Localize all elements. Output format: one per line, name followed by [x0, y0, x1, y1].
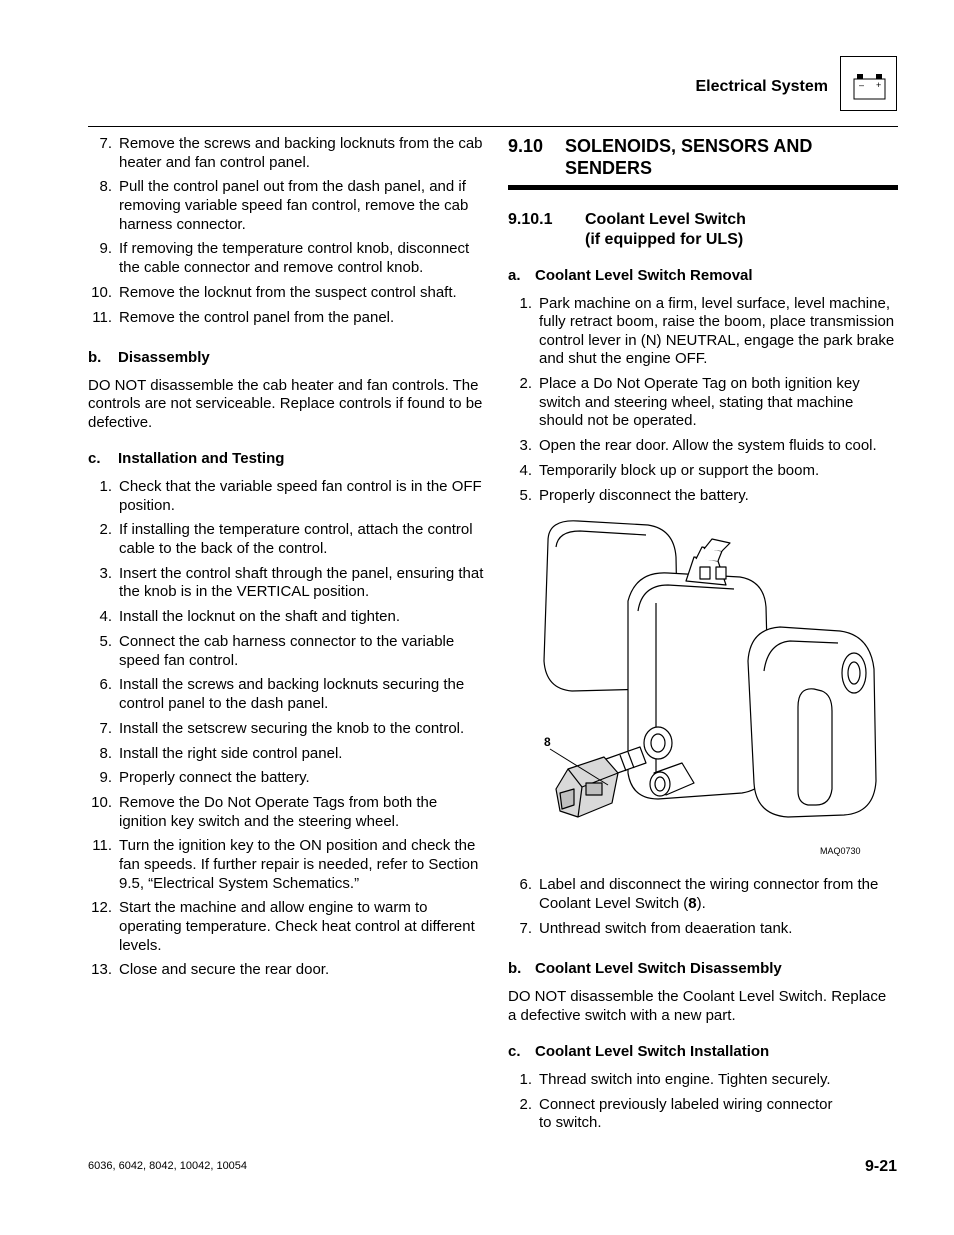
section-rule [508, 185, 898, 190]
installation-steps [88, 478, 488, 980]
list-item: 7. Install the setscrew securing the knob to the control. [99, 719, 465, 737]
subsection-heading: 9.10.1 Coolant Level Switch (if equipped for ULS) [508, 211, 746, 248]
list-item: 5. Properly disconnect the battery. [519, 486, 749, 504]
list-item: 5. Connect the cab harness connector to the variable speed fan control. [99, 632, 455, 669]
header-divider [88, 126, 898, 127]
list-item: 9. Properly connect the battery. [99, 769, 310, 787]
list-item: 2. If installing the temperature control, attach the control cable to the back of the control. [99, 521, 473, 558]
list-item: 7. Remove the screws and backing locknuts from the cab heater and fan control panel. [99, 135, 483, 171]
list-item: 12. Start the machine and allow engine to warm to operating temperature. Check heat control at different levels. [91, 899, 475, 954]
removal-steps-after [508, 876, 898, 938]
battery-minus-sign: – [859, 80, 865, 90]
disassembly-heading: b. Disassembly [88, 349, 210, 367]
disassembly-text: DO NOT disassemble the cab heater and fan controls. The controls are not serviceable. Replace controls if found to be defective. [88, 376, 483, 431]
list-item: 11. Turn the ignition key to the ON position and check the fan speeds. If further repair is needed, refer to Section 9.5, “Electrical System Schematics.” [92, 837, 479, 892]
left-column [88, 135, 488, 986]
battery-plus-sign: + [876, 80, 882, 90]
list-item: 4. Install the locknut on the shaft and tighten. [99, 608, 401, 626]
figure-callout-8: 8 [544, 735, 551, 750]
list-item: 8. Install the right side control panel. [99, 744, 343, 762]
list-item: 3. Open the rear door. Allow the system fluids to cool. [519, 437, 877, 455]
coolant-disassembly-text: DO NOT disassemble the Coolant Level Switch. Replace a defective switch with a new part. [508, 988, 887, 1024]
coolant-tank-illustration [508, 511, 898, 856]
list-item: 1. Thread switch into engine. Tighten securely. [519, 1070, 831, 1088]
installation-heading: c. Installation and Testing [88, 450, 285, 468]
list-item: 8. Pull the control panel out from the dash panel, and if removing variable speed fan control, remove the cab harness connector. [99, 178, 469, 233]
list-item: 1. Check that the variable speed fan control is in the OFF position. [99, 478, 482, 514]
list-item: 6. Install the screws and backing locknuts securing the control panel to the dash panel. [99, 676, 465, 712]
list-item: 1. Park machine on a firm, level surface, level machine, fully retract boom, raise the boom, place transmission control lever in (N) NEUTRAL, engage the park brake and shut the engine OFF. [519, 294, 895, 368]
list-item: 10. Remove the locknut from the suspect control shaft. [91, 283, 457, 301]
list-item: 13. Close and secure the rear door. [91, 961, 330, 979]
coolant-tank-figure [508, 511, 898, 856]
list-item: 9. If removing the temperature control knob, disconnect the cable connector and remove control knob. [99, 240, 470, 276]
section-heading: 9.10 SOLENOIDS, SENSORS AND SENDERS [508, 136, 813, 178]
battery-icon [840, 56, 897, 111]
figure-id: MAQ0730 [820, 846, 861, 857]
page-number: 9-21 [864, 1158, 897, 1175]
list-item: 10. Remove the Do Not Operate Tags from both the ignition key switch and the steering wheel. [91, 794, 438, 830]
list-item: 11. Remove the control panel from the panel. [92, 308, 395, 326]
list-item: 2. Connect previously labeled wiring connector to switch. [519, 1095, 833, 1132]
coolant-installation-steps [508, 1071, 898, 1133]
list-item: 2. Place a Do Not Operate Tag on both ignition key switch and steering wheel, stating that machine should not be operated. [519, 375, 860, 430]
list-item: 3. Insert the control shaft through the panel, ensuring that the knob is in the VERTICAL position. [99, 564, 484, 601]
right-column [508, 135, 898, 1139]
coolant-installation-heading: c. Coolant Level Switch Installation [508, 1043, 770, 1061]
list-item: 4. Temporarily block up or support the boom. [519, 461, 820, 479]
page-section-title: Electrical System [695, 78, 828, 95]
list-item: 7. Unthread switch from deaeration tank. [519, 919, 793, 937]
removal-heading: a. Coolant Level Switch Removal [508, 267, 753, 284]
removal-steps [508, 295, 898, 506]
coolant-disassembly-heading: b. Coolant Level Switch Disassembly [508, 960, 782, 978]
removal-steps-continued [88, 135, 488, 327]
footer-models: 6036, 6042, 8042, 10042, 10054 [88, 1160, 248, 1172]
list-item: 6. Label and disconnect the wiring connector from the Coolant Level Switch (8). [519, 876, 879, 913]
